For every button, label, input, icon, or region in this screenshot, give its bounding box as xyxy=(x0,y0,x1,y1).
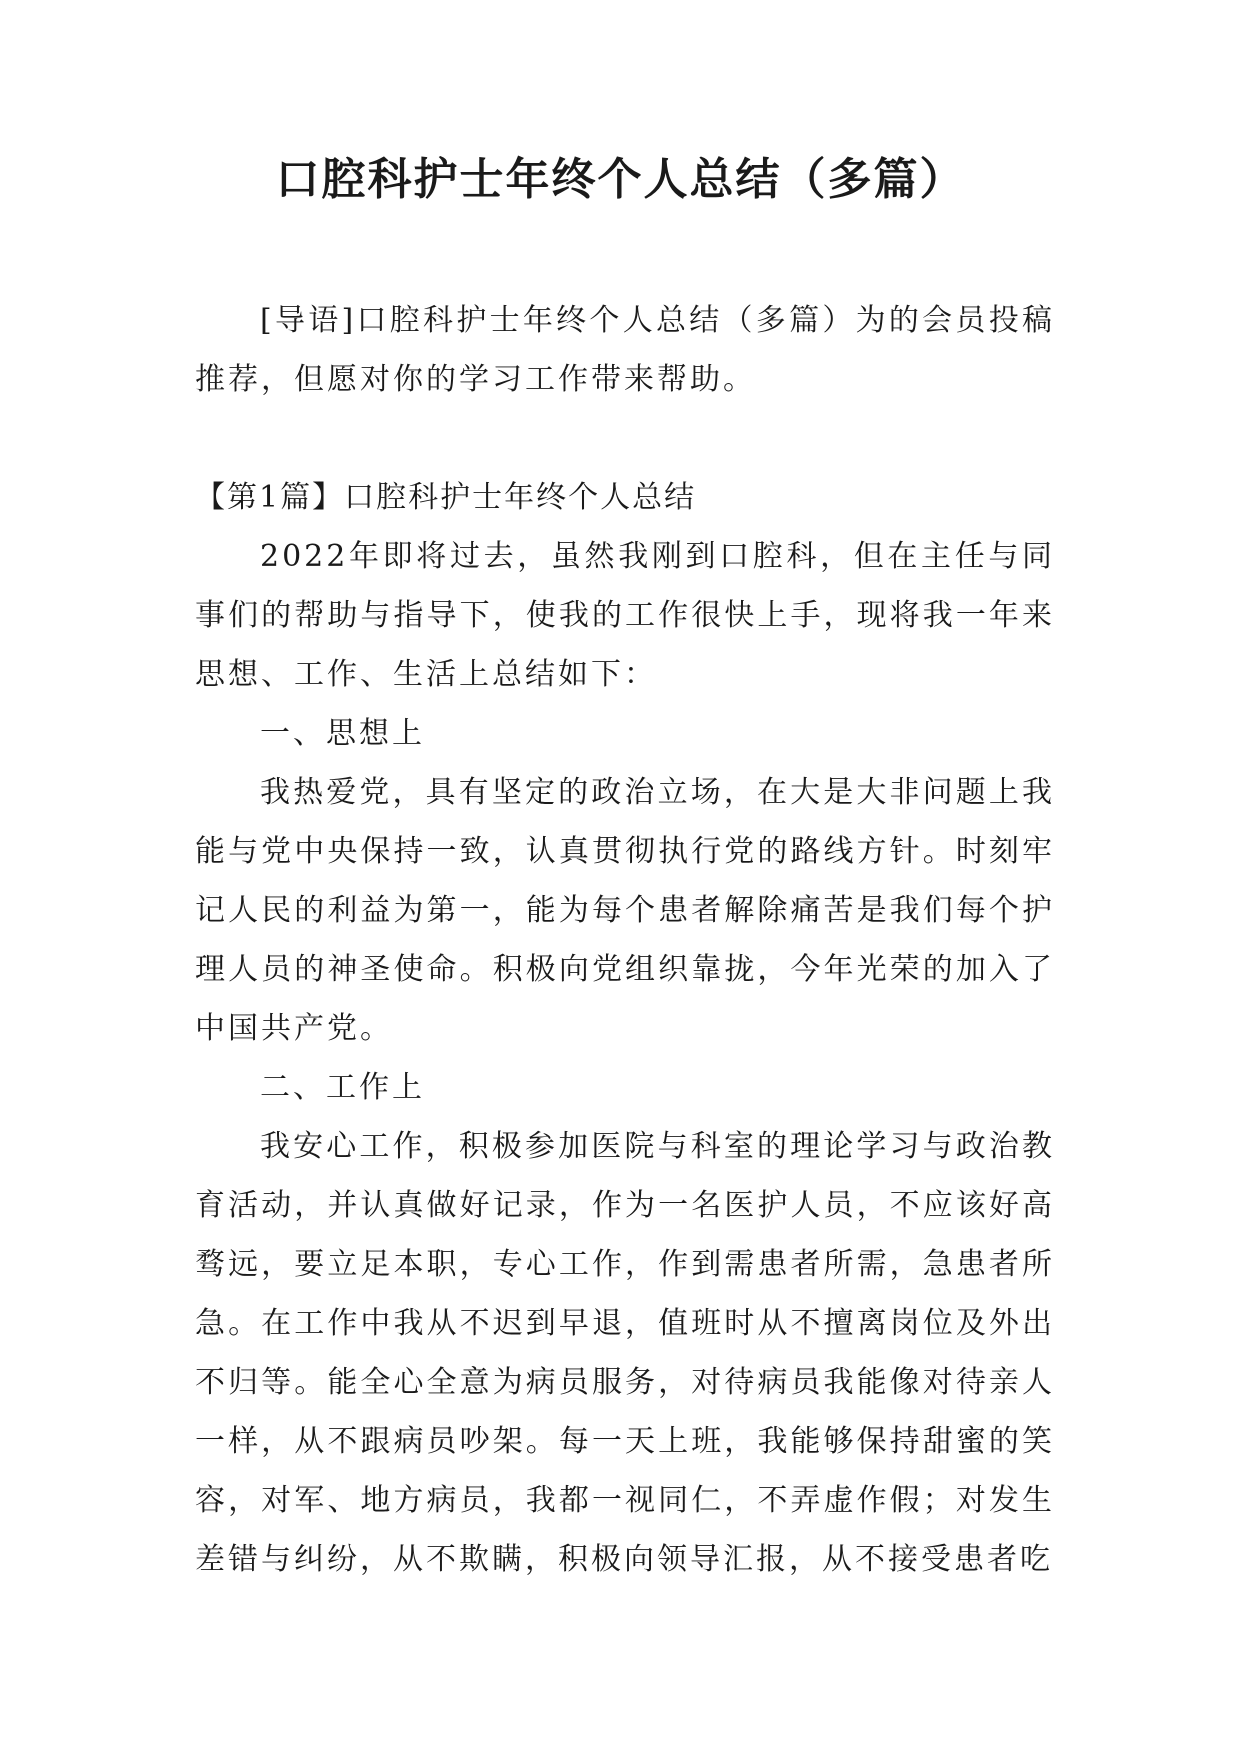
body-paragraph: 我热爱党，具有坚定的政治立场，在大是大非问题上我能与党中央保持一致，认真贯彻执行党的路线方针。时刻牢记人民的利益为第一，能为每个患者解除痛苦是我们每个护理人员的神圣使命。积极向党组织靠拢，今年光荣的加入了中国共产党。 xyxy=(195,775,1055,1046)
body-paragraph: 我安心工作，积极参加医院与科室的理论学习与政治教育活动，并认真做好记录，作为一名医护人员，不应该好高骛远，要立足本职，专心工作，作到需患者所需，急患者所急。在工作中我从不迟到早退，值班时从不擅离岗位及外出不归等。能全心全意为病员服务，对待病员我能像对待亲人一样，从不跟病员吵架。每一天上班，我能够保持甜蜜的笑容，对军、地方病员，我都一视同仁，不弄虚作假；对发生差错与纠纷，从不欺瞒，积极向领导汇报，从不接受患者吃 xyxy=(195,1129,1055,1577)
subheading-thought: 一、思想上 xyxy=(260,716,425,751)
body-paragraph: 2022年即将过去，虽然我刚到口腔科，但在主任与同事们的帮助与指导下，使我的工作很快上手，现将我一年来思想、工作、生活上总结如下： xyxy=(195,539,1055,692)
subheading-work: 二、工作上 xyxy=(260,1070,425,1105)
document-body xyxy=(195,291,1055,1589)
document-title: 口腔科护士年终个人总结（多篇） xyxy=(275,154,966,205)
intro-paragraph: [导语]口腔科护士年终个人总结（多篇）为的会员投稿推荐，但愿对你的学习工作带来帮助。 xyxy=(195,303,1055,397)
section-heading: 【第1篇】口腔科护士年终个人总结 xyxy=(195,480,697,515)
